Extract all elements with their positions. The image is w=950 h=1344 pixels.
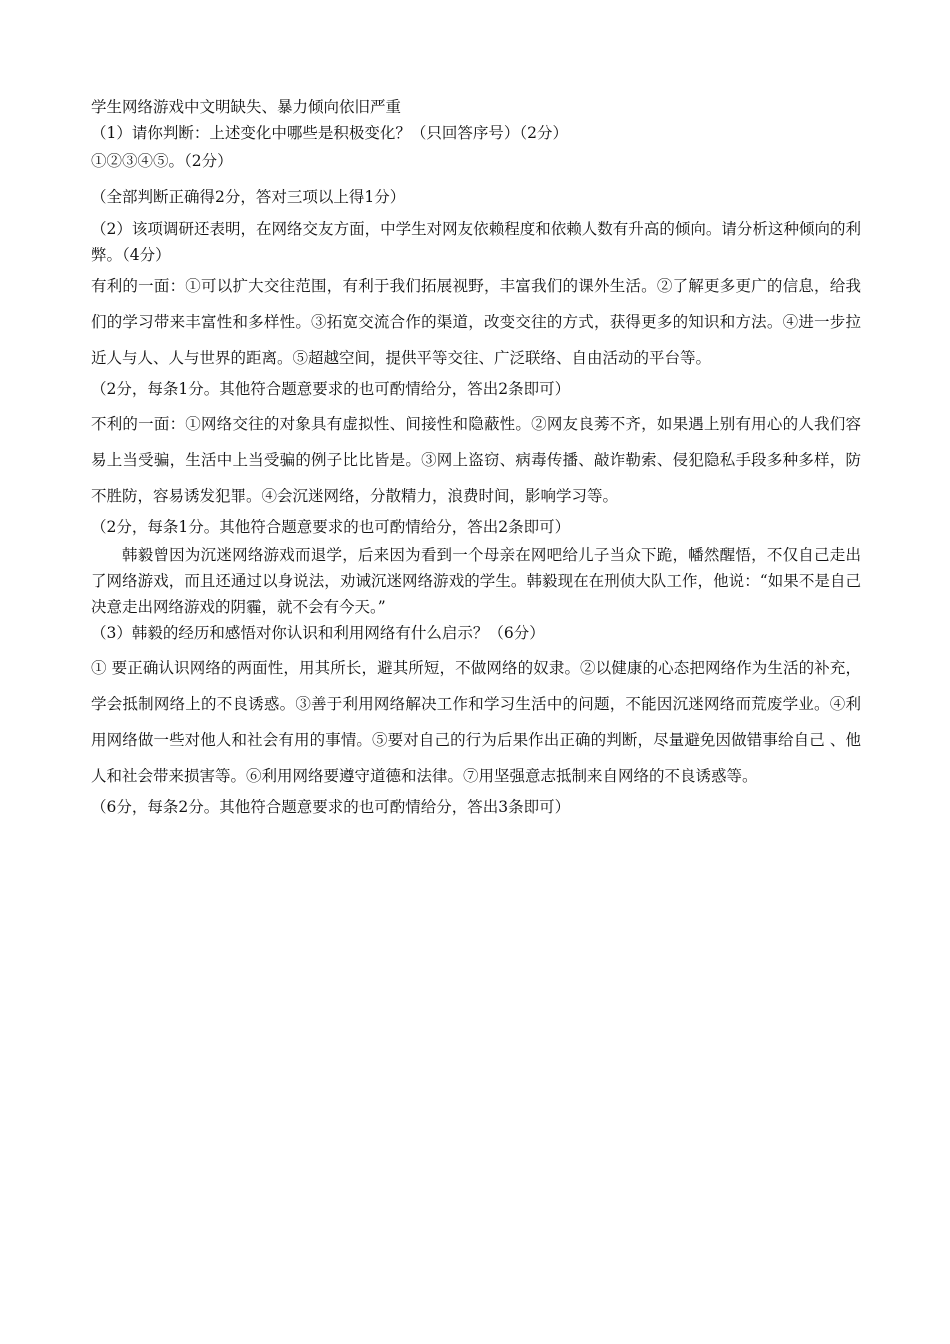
answer-3: ① 要正确认识网络的两面性，用其所长，避其所短，不做网络的奴隶。②以健康的心态把网络作为生活的补充，学会抵制网络上的不良诱惑。③善于利用网络解决工作和学习生活中的问题，不能因沉迷网络而荒废学业。④利用网络做一些对他人和社会有用的事情。⑤要对自己的行为后果作出正确的判断，尽量避免因做错事给自己 、他人和社会带来损害等。⑥利用网络要遵守道德和法律。⑦用坚强意志抵制来自网络的不良诱惑等。 (91, 659, 861, 785)
question-2: （2）该项调研还表明，在网络交友方面，中学生对网友依赖程度和依赖人数有升高的倾向。请分析这种倾向的利弊。（4分） (91, 220, 861, 264)
answer-1: ①②③④⑤。（2分） (91, 152, 233, 170)
scoring-note-1: （全部判断正确得2分，答对三项以上得1分） (91, 188, 406, 206)
scoring-note-2b: （2分，每条1分。其他符合题意要求的也可酌情给分，答出2条即可） (91, 518, 571, 536)
question-1: （1）请你判断：上述变化中哪些是积极变化？（只回答序号）（2分） (91, 124, 568, 142)
answer-2-disadvantages: 不利的一面：①网络交往的对象具有虚拟性、间接性和隐蔽性。②网友良莠不齐，如果遇上别有用心的人我们容易上当受骗，生活中上当受骗的例子比比皆是。③网上盗窃、病毒传播、敲诈勒索、侵犯隐私手段多种多样，防不胜防，容易诱发犯罪。④会沉迷网络，分散精力，浪费时间，影响学习等。 (91, 415, 861, 505)
scoring-note-3: （6分，每条2分。其他符合题意要求的也可酌情给分，答出3条即可） (91, 798, 571, 816)
document-page (91, 94, 861, 820)
answer-2-advantages: 有利的一面：①可以扩大交往范围，有利于我们拓展视野，丰富我们的课外生活。②了解更多更广的信息，给我们的学习带来丰富性和多样性。③拓宽交流合作的渠道，改变交往的方式，获得更多的知识和方法。④进一步拉近人与人、人与世界的距离。⑤超越空间，提供平等交往、广泛联络、自由活动的平台等。 (91, 277, 861, 367)
case-material: 韩毅曾因为沉迷网络游戏而退学，后来因为看到一个母亲在网吧给儿子当众下跪，幡然醒悟，不仅自己走出了网络游戏，而且还通过以身说法，劝诫沉迷网络游戏的学生。韩毅现在在刑侦大队工作，他说：“如果不是自己决意走出网络游戏的阴霾，就不会有今天。” (91, 546, 861, 616)
question-3: （3）韩毅的经历和感悟对你认识和利用网络有什么启示？（6分） (91, 624, 545, 642)
context-line: 学生网络游戏中文明缺失、暴力倾向依旧严重 (91, 98, 402, 116)
scoring-note-2a: （2分，每条1分。其他符合题意要求的也可酌情给分，答出2条即可） (91, 380, 571, 398)
